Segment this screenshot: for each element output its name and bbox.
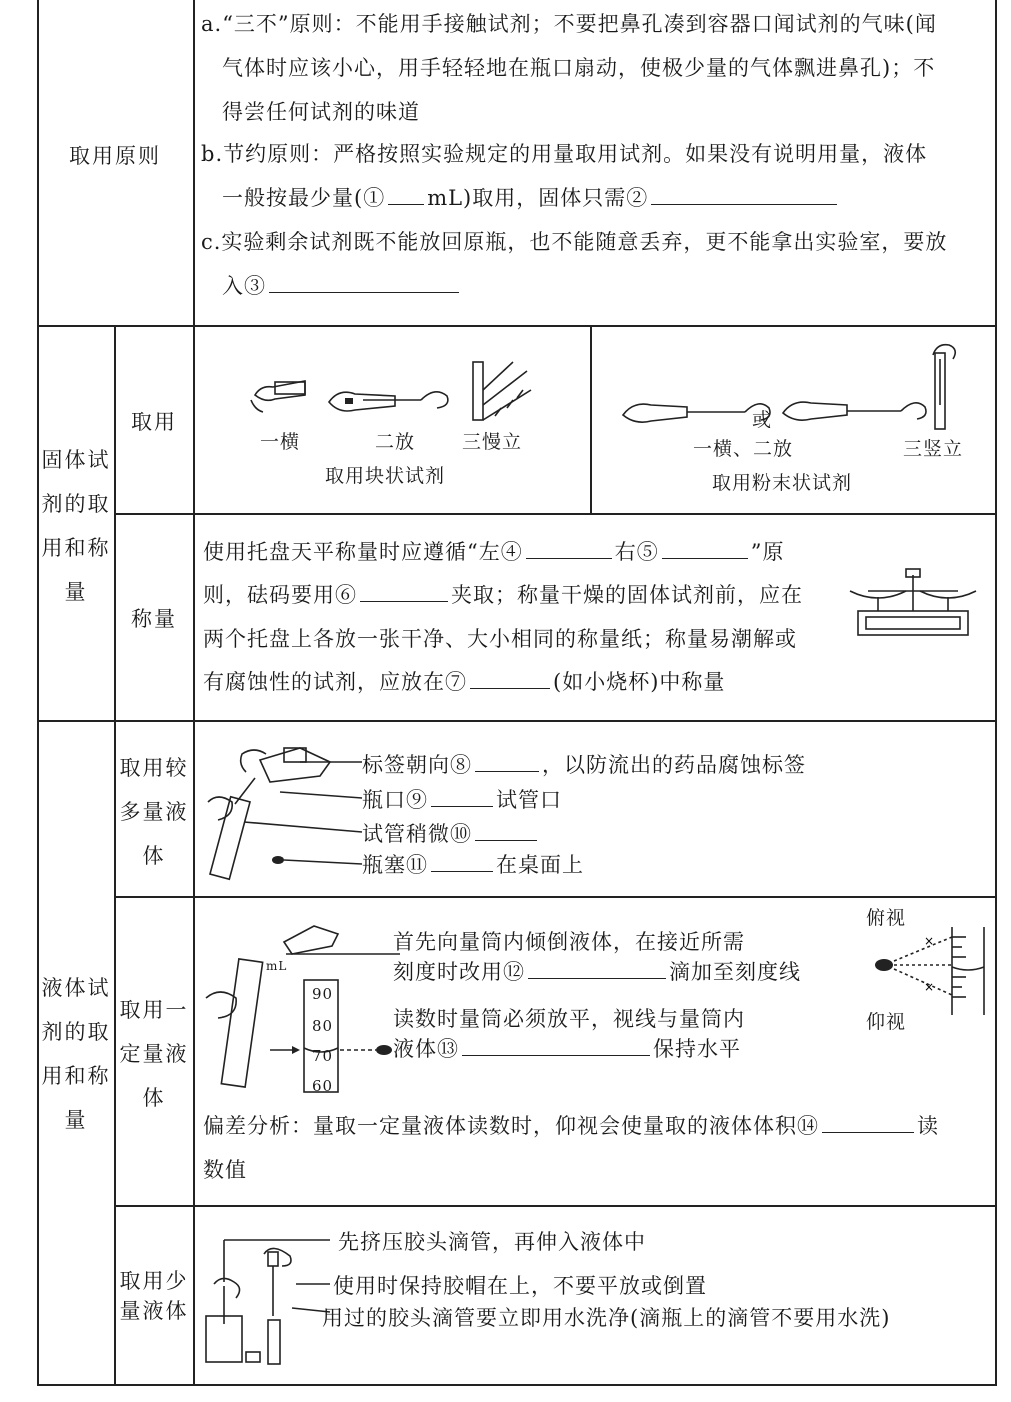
blank-5[interactable]	[662, 538, 748, 559]
rule-section-label: 取用原则	[69, 144, 161, 168]
powder-caption: 取用粉末状试剂	[712, 472, 853, 494]
view-angle-diagram	[862, 925, 988, 1020]
svg-text:×: ×	[924, 934, 935, 948]
large-text-1a: 标签朝向⑧	[362, 753, 472, 777]
rule-a-line1: a.“三不”原则：不能用手接触试剂；不要把鼻孔凑到容器口闻试剂的气味(闻	[201, 12, 937, 36]
measuring-cylinder-illustration	[200, 920, 390, 1100]
weigh-text-1a: 使用托盘天平称量时应遵循“左④	[203, 540, 523, 564]
block-reagent-illustration	[245, 360, 545, 425]
svg-text:×: ×	[924, 980, 935, 994]
balance-scale-illustration	[848, 565, 978, 640]
divider-row-4	[114, 896, 997, 898]
blank-13[interactable]	[462, 1035, 650, 1056]
error-line1	[203, 1104, 939, 1148]
blank-10[interactable]	[475, 820, 537, 841]
blank-12[interactable]	[528, 958, 666, 979]
fixed-text-4b: 保持水平	[653, 1037, 741, 1061]
fixed-amount-label: 取用一定量液体	[119, 998, 189, 1110]
dropper-illustration	[200, 1224, 340, 1369]
large-text-2a: 瓶口⑨	[362, 788, 428, 812]
weigh-line3: 两个托盘上各放一张干净、大小相同的称量纸；称量易潮解或	[203, 627, 797, 651]
blank-11[interactable]	[431, 851, 493, 872]
view-down-label: 俯视	[866, 907, 907, 929]
large-text-1b: ，以防流出的药品腐蚀标签	[542, 753, 806, 777]
weigh-text-4b: (如小烧杯)中称量	[553, 670, 726, 694]
error-line2: 数值	[203, 1158, 247, 1182]
large-text-4b: 在桌面上	[496, 853, 584, 877]
rule-b-text-2: mL)取用，固体只需②	[427, 186, 649, 210]
blank-1[interactable]	[388, 184, 424, 205]
blank-14[interactable]	[822, 1112, 914, 1133]
weigh-label: 称量	[131, 607, 177, 631]
fixed-line2	[393, 950, 801, 994]
scale-label-70: 70	[312, 1047, 334, 1065]
table-border-right	[995, 0, 997, 1386]
divider-row-1	[37, 325, 997, 327]
view-up-label: 仰视	[866, 1011, 907, 1033]
weigh-text-2a: 则，砝码要用⑥	[203, 583, 357, 607]
scale-label-80: 80	[312, 1017, 334, 1035]
large-line4	[362, 843, 584, 887]
divider-row-5	[114, 1205, 997, 1207]
weigh-line1	[203, 530, 785, 574]
table-border-left	[37, 0, 39, 1386]
large-text-3: 试管稍微⑩	[362, 822, 472, 846]
powder-or: 或	[752, 409, 773, 431]
rule-c-line2	[222, 264, 462, 308]
rule-b-line1: b.节约原则：严格按照实验规定的用量取用试剂。如果没有说明用量，液体	[201, 142, 928, 166]
divider-take-split	[590, 326, 592, 514]
take-label: 取用	[131, 410, 177, 434]
error-text-b: 读	[917, 1114, 939, 1138]
blank-4[interactable]	[526, 538, 612, 559]
scale-ticks	[312, 982, 340, 1095]
blank-8[interactable]	[475, 751, 539, 772]
rule-b-line2	[222, 176, 840, 220]
weigh-line4	[203, 660, 725, 704]
blank-9[interactable]	[431, 786, 493, 807]
large-text-4a: 瓶塞⑪	[362, 853, 428, 877]
blank-2[interactable]	[651, 184, 837, 205]
fixed-line4	[393, 1027, 741, 1071]
fixed-line1: 首先向量筒内倾倒液体，在接近所需	[393, 930, 745, 954]
small-line3: 用过的胶头滴管要立即用水洗净(滴瓶上的滴管不要用水洗)	[322, 1306, 891, 1330]
blank-7[interactable]	[470, 668, 550, 689]
divider-row-2	[114, 513, 997, 515]
table-border-bottom	[37, 1384, 997, 1386]
rule-c-line1: c.实验剩余试剂既不能放回原瓶，也不能随意丢弃，更不能拿出实验室，要放	[201, 230, 948, 254]
large-text-2b: 试管口	[496, 788, 562, 812]
blank-6[interactable]	[360, 581, 448, 602]
rule-c-text: 入③	[222, 274, 266, 298]
block-step-2: 二放	[375, 431, 416, 453]
small-line1: 先挤压胶头滴管，再伸入液体中	[338, 1230, 646, 1254]
error-text-a: 偏差分析：量取一定量液体读数时，仰视会使量取的液体体积⑭	[203, 1114, 819, 1138]
weigh-text-1b: 右⑤	[614, 540, 659, 564]
weigh-text-4a: 有腐蚀性的试剂，应放在⑦	[203, 670, 467, 694]
small-amount-label: 取用少量液体	[119, 1269, 189, 1323]
large-amount-label: 取用较多量液体	[119, 756, 189, 868]
small-line2: 使用时保持胶帽在上，不要平放或倒置	[333, 1274, 707, 1298]
scale-label-60: 60	[312, 1077, 334, 1095]
block-step-1: 一横	[260, 431, 301, 453]
fixed-text-4a: 液体⑬	[393, 1037, 459, 1061]
divider-main-col	[193, 0, 195, 1386]
weigh-text-1c: ”原	[750, 540, 785, 564]
fixed-text-2b: 滴加至刻度线	[669, 960, 801, 984]
powder-step-3: 三竖立	[903, 438, 964, 460]
divider-sub-col	[114, 326, 116, 1386]
rule-a-line2: 气体时应该小心，用手轻轻地在瓶口扇动，使极少量的气体飘进鼻孔)；不	[222, 56, 936, 80]
powder-step-12: 一横、二放	[693, 438, 794, 460]
weigh-text-2b: 夹取；称量干燥的固体试剂前，应在	[451, 583, 803, 607]
fixed-line3: 读数时量筒必须放平，视线与量筒内	[393, 1007, 745, 1031]
blank-3[interactable]	[269, 272, 459, 293]
scale-label-90: 90	[312, 985, 334, 1003]
eye-level-line	[340, 1040, 400, 1060]
divider-row-3	[37, 720, 997, 722]
pouring-liquid-illustration	[200, 740, 370, 880]
block-caption: 取用块状试剂	[325, 465, 446, 487]
rule-b-text-1: 一般按最少量(①	[222, 186, 386, 210]
weigh-line2	[203, 573, 803, 617]
liquid-section-label: 液体试剂的取用和称量	[41, 976, 111, 1132]
solid-section-label: 固体试剂的取用和称量	[41, 448, 111, 604]
fixed-text-2a: 刻度时改用⑫	[393, 960, 525, 984]
rule-a-line3: 得尝任何试剂的味道	[222, 100, 420, 124]
cylinder-unit: mL	[266, 959, 288, 973]
powder-reagent-illustration	[615, 345, 975, 435]
block-step-3: 三慢立	[462, 431, 523, 453]
